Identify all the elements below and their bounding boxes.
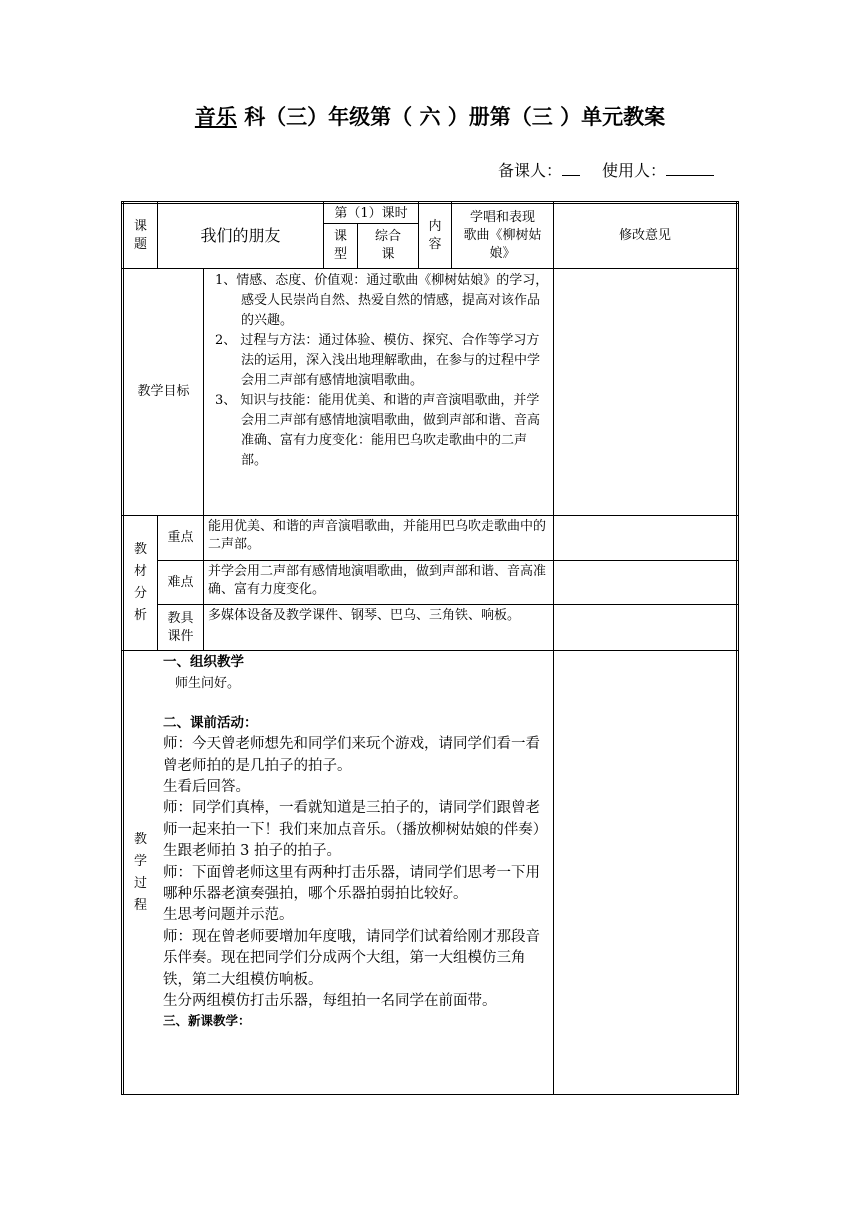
- content-value: 学唱和表现 歌曲《柳树姑 娘》: [463, 210, 542, 261]
- title-rest: 科（三）年级第（ 六 ）册第（三 ）单元教案: [244, 105, 666, 129]
- title-subject: 音乐: [194, 105, 237, 129]
- revision-label: 修改意见: [618, 228, 671, 243]
- objective-item: 2、 过程与方法：通过体验、模仿、探究、合作等学习方法的运用，深入浅出地理解歌曲，在参与的过程中学会用二声部有感情地演唱歌曲。: [215, 333, 541, 388]
- user-label: 使用人：: [602, 161, 667, 180]
- key-point-label: 重点: [167, 530, 194, 545]
- materials-text: 多媒体设备及教学课件、钢琴、巴乌、三角铁、响板。: [208, 608, 521, 623]
- section-heading-2: 二、课前活动：: [163, 714, 258, 731]
- keti-label: 课 题: [133, 219, 147, 252]
- lesson-number: 第（1）课时: [334, 205, 408, 221]
- process-paragraph: 师：现在曾老师要增加年度哦，请同学们试着给刚才那段音乐伴奏。现在把同学们分成两个大组，第一大组模仿三角铁，第二大组模仿响板。: [163, 928, 540, 988]
- section-heading-3: 三、新课教学：: [163, 1012, 251, 1028]
- page-title: [0, 101, 860, 131]
- process-paragraph: 生思考问题并示范。: [163, 907, 294, 924]
- process-paragraph: 师：同学们真棒，一看就知道是三拍子的，请同学们跟曾老师一起来拍一下！我们来加点音乐。（播放柳树姑娘的伴奏）: [163, 800, 548, 838]
- objective-item: 3、 知识与技能：能用优美、和谐的声音演唱歌曲，并学会用二声部有感情地演唱歌曲，做到声部和谐、音高准确、富有力度变化：能用巴乌吹走歌曲中的二声部。: [215, 393, 541, 468]
- preparer-label: 备课人：: [498, 161, 563, 180]
- difficulty-label: 难点: [167, 574, 194, 590]
- process-content: [163, 652, 551, 1029]
- analysis-label: 教 材 分 析: [133, 542, 147, 623]
- process-paragraph: 师：今天曾老师想先和同学们来玩个游戏，请同学们看一看曾老师拍的是几拍子的拍子。: [163, 736, 540, 774]
- difficulty-text: 并学会用二声部有感情地演唱歌曲，做到声部和谐、音高准确、富有力度变化。: [208, 564, 547, 597]
- section-heading-1: 一、组织教学: [163, 654, 244, 670]
- content-label: 内 容: [428, 219, 442, 252]
- objectives-list: [207, 271, 549, 471]
- process-paragraph: 师：下面曾老师这里有两种打击乐器，请同学们思考一下用哪种乐器老演奏强拍，哪个乐器拍弱拍比较好。: [163, 864, 540, 903]
- objectives-label: 教学目标: [137, 384, 190, 399]
- preparer-blank[interactable]: [562, 161, 580, 176]
- process-label: 教 学 过 程: [133, 831, 147, 913]
- process-paragraph: 生跟老师拍 3 拍子的拍子。: [163, 843, 341, 860]
- preparer-line: [498, 158, 714, 181]
- process-paragraph: 生看后回答。: [163, 779, 250, 796]
- process-paragraph: 生分两组模仿打击乐器，每组拍一名同学在前面带。: [163, 993, 497, 1010]
- user-blank[interactable]: [666, 161, 714, 176]
- objective-item: 1、情感、态度、价值观：通过歌曲《柳树姑娘》的学习，感受人民崇尚自然、热爱自然的情感，提高对该作品的兴趣。: [215, 273, 549, 328]
- type-value: 综合 课: [374, 229, 401, 262]
- process-paragraph: 师生问好。: [175, 676, 241, 692]
- type-label: 课 型: [333, 229, 347, 262]
- key-point-text: 能用优美、和谐的声音演唱歌曲，并能用巴乌吹走歌曲中的二声部。: [208, 519, 547, 552]
- materials-label: 教具 课件: [167, 610, 194, 644]
- keti-value: 我们的朋友: [200, 226, 281, 245]
